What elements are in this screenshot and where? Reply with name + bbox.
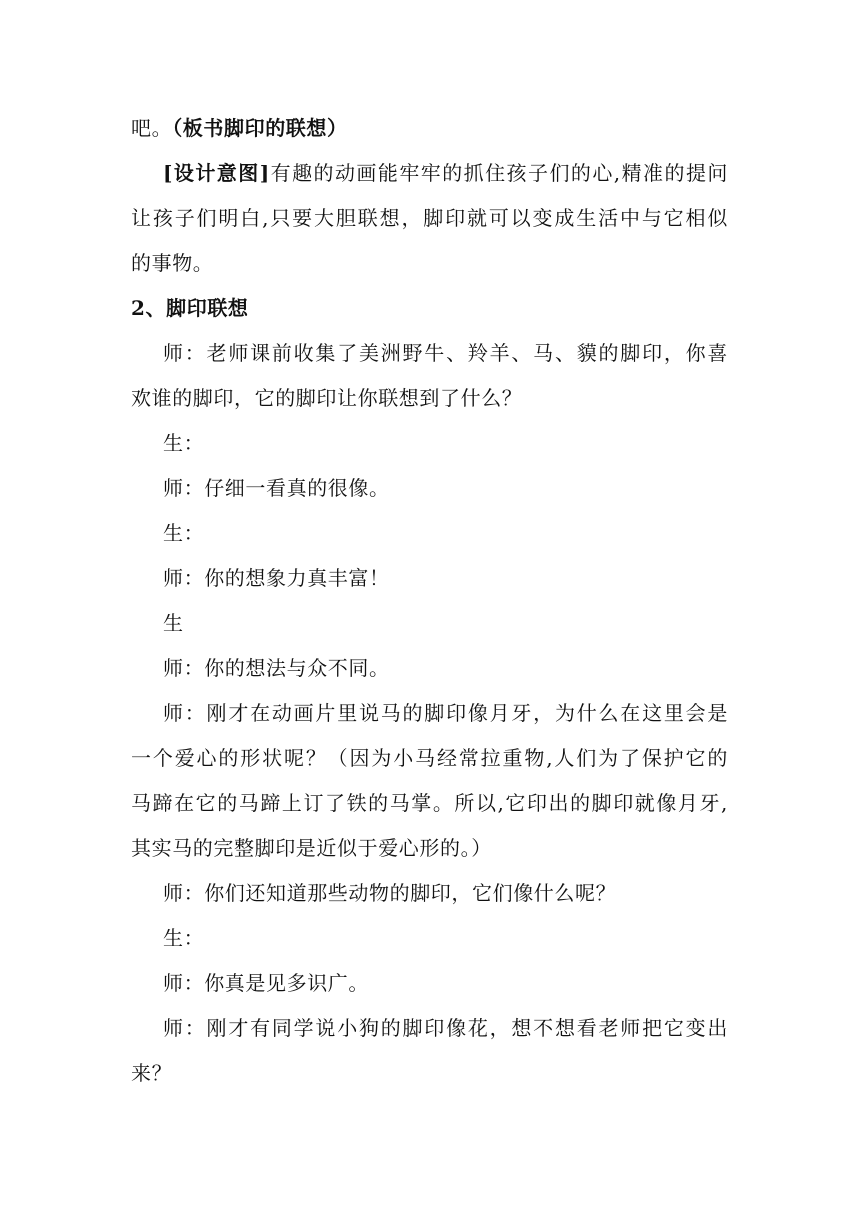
text-line — [131, 1058, 172, 1088]
text-run: 生： — [163, 926, 205, 950]
text-run: 让孩子们明白,只要大胆联想，脚印就可以变成生活中与它相似 — [131, 206, 728, 230]
text-line — [131, 248, 213, 278]
text-run: 师：你的想法与众不同。 — [163, 656, 390, 680]
text-run: 师：老师课前收集了美洲野牛、羚羊、马、貘的脚印，你喜 — [163, 341, 728, 365]
text-run: 其实马的完整脚印是近似于爱心形的。） — [131, 836, 492, 860]
text-line — [131, 743, 728, 773]
text-line — [163, 653, 390, 683]
text-line — [163, 1013, 728, 1043]
text-run: 一个爱心的形状呢？（因为小马经常拉重物,人们为了保护它的 — [131, 746, 728, 770]
text-run: 师：你真是见多识广。 — [163, 971, 369, 995]
section-heading — [131, 293, 249, 323]
text-run: 师：你的想象力真丰富！ — [163, 566, 390, 590]
text-run: 生： — [163, 521, 205, 545]
text-run: 马蹄在它的马蹄上订了铁的马掌。所以,它印出的脚印就像月牙, — [131, 791, 728, 815]
section-heading-text: 2、脚印联想 — [131, 296, 249, 320]
text-run: 的事物。 — [131, 251, 214, 275]
text-run: 师：刚才有同学说小狗的脚印像花，想不想看老师把它变出 — [163, 1016, 728, 1040]
text-line — [131, 383, 522, 413]
text-line — [131, 833, 492, 863]
text-line — [163, 608, 184, 638]
text-run: 生 — [163, 611, 184, 635]
design-intent-label: [设计意图] — [163, 161, 270, 185]
text-run: 师：你们还知道那些动物的脚印，它们像什么呢？ — [163, 881, 617, 905]
text-line — [131, 788, 728, 818]
text-run: 吧。 — [131, 116, 173, 140]
text-line — [163, 473, 390, 503]
text-line — [163, 968, 369, 998]
text-run: 师：仔细一看真的很像。 — [163, 476, 390, 500]
text-run: 欢谁的脚印，它的脚印让你联想到了什么？ — [131, 386, 523, 410]
text-run: 师：刚才在动画片里说马的脚印像月牙，为什么在这里会是 — [163, 701, 728, 725]
text-line — [163, 338, 728, 368]
text-run: 来？ — [131, 1061, 173, 1085]
text-line — [163, 518, 204, 548]
text-run: 生： — [163, 431, 205, 455]
text-line — [163, 428, 204, 458]
text-run: 有趣的动画能牢牢的抓住孩子们的心,精准的提问 — [269, 161, 728, 185]
design-intent-line — [163, 158, 728, 188]
text-line — [131, 113, 348, 143]
text-line — [163, 878, 616, 908]
text-line — [163, 698, 728, 728]
text-line — [163, 563, 390, 593]
board-note: （板书脚印的联想） — [172, 116, 348, 140]
text-line — [131, 203, 728, 233]
text-line — [163, 923, 204, 953]
